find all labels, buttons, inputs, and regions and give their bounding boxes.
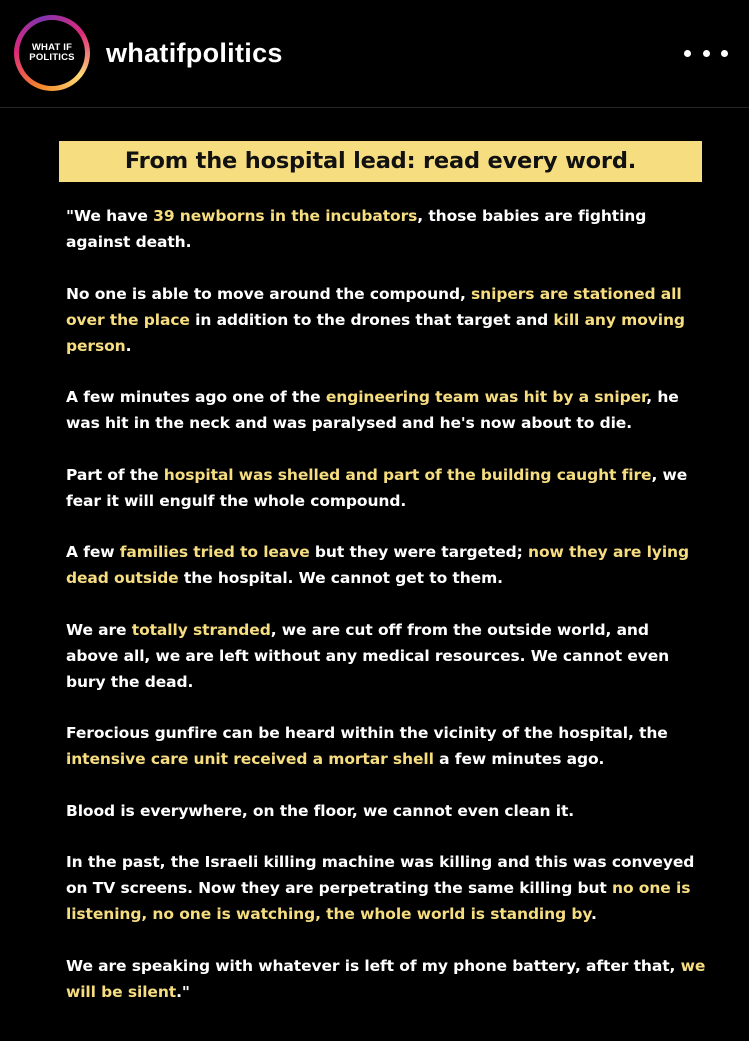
quote-paragraph [66,849,706,927]
highlighted-text: intensive care unit received a mortar shell [66,750,434,768]
body-text: a few minutes ago. [433,750,605,768]
body-text: "We have [66,207,154,225]
quote-paragraph [66,384,706,436]
avatar-text-line1: WHAT IF [31,42,73,53]
body-text: We are speaking with whatever is left of my phone battery, after that, [66,956,681,975]
avatar-border [19,20,85,86]
quote-paragraph [66,281,706,359]
body-text: , we are cut off from the outside world, and above all, we are left without any medical resources. We cannot even bury the dead. [66,620,670,691]
quote-paragraph [66,462,706,514]
highlighted-text: kill any moving person [66,310,685,355]
body-text: in addition to the drones that target and [189,310,554,329]
highlighted-text: engineering team was hit by a sniper [325,388,647,406]
quote-paragraph [66,617,706,695]
username-link[interactable]: whatifpolitics [106,38,283,68]
quote-paragraph [66,720,706,772]
body-text: but they were targeted; [309,543,529,561]
body-text: the hospital. We cannot get to them. [178,569,503,587]
story-ring[interactable] [14,15,90,91]
more-options-button[interactable] [684,36,728,70]
post-header [0,0,749,108]
body-text: , he was hit in the neck and was paralysed and he's now about to die. [66,388,679,432]
more-horizontal-icon [703,50,710,57]
body-text: Ferocious gunfire can be heard within the vicinity of the hospital, the [66,724,668,742]
avatar-text-line2: POLITICS [29,52,75,63]
highlighted-text: hospital was shelled and part of the building caught fire [163,465,652,484]
body-text: A few [66,543,120,561]
quote-paragraph [66,539,706,591]
highlighted-text: 39 newborns in the incubators [153,207,418,225]
body-text: No one is able to move around the compound, [66,284,472,303]
body-text: In the past, the Israeli killing machine was killing and this was conveyed on TV screens. Now they are perpetrating the same killing but [66,853,695,897]
more-horizontal-icon [684,50,691,57]
body-text: , those babies are fighting against death. [66,207,647,251]
more-horizontal-icon [721,50,728,57]
quote-paragraph [66,798,706,824]
highlighted-text: totally stranded [131,620,271,639]
headline-banner: From the hospital lead: read every word. [59,141,702,182]
quote-paragraph [66,953,706,1005]
body-text: . [125,336,132,355]
highlighted-text: families tried to leave [119,543,310,561]
post-body-text [66,203,706,1030]
highlighted-text: no one is listening, no one is watching, the whole world is standing by [66,879,691,923]
body-text: ." [176,982,190,1001]
body-text: Blood is everywhere, on the floor, we cannot even clean it. [66,801,575,820]
highlighted-text: snipers are stationed all over the place [66,284,682,329]
body-text: Part of the [66,465,164,484]
body-text: A few minutes ago one of the [66,388,326,406]
body-text: . [590,905,597,923]
quote-paragraph [66,203,706,255]
body-text: We are [66,620,132,639]
post-image[interactable] [0,108,749,1041]
body-text: , we fear it will engulf the whole compound. [66,465,688,510]
highlighted-text: we will be silent [66,956,706,1001]
avatar[interactable] [23,24,81,82]
highlighted-text: now they are lying dead outside [66,543,689,587]
